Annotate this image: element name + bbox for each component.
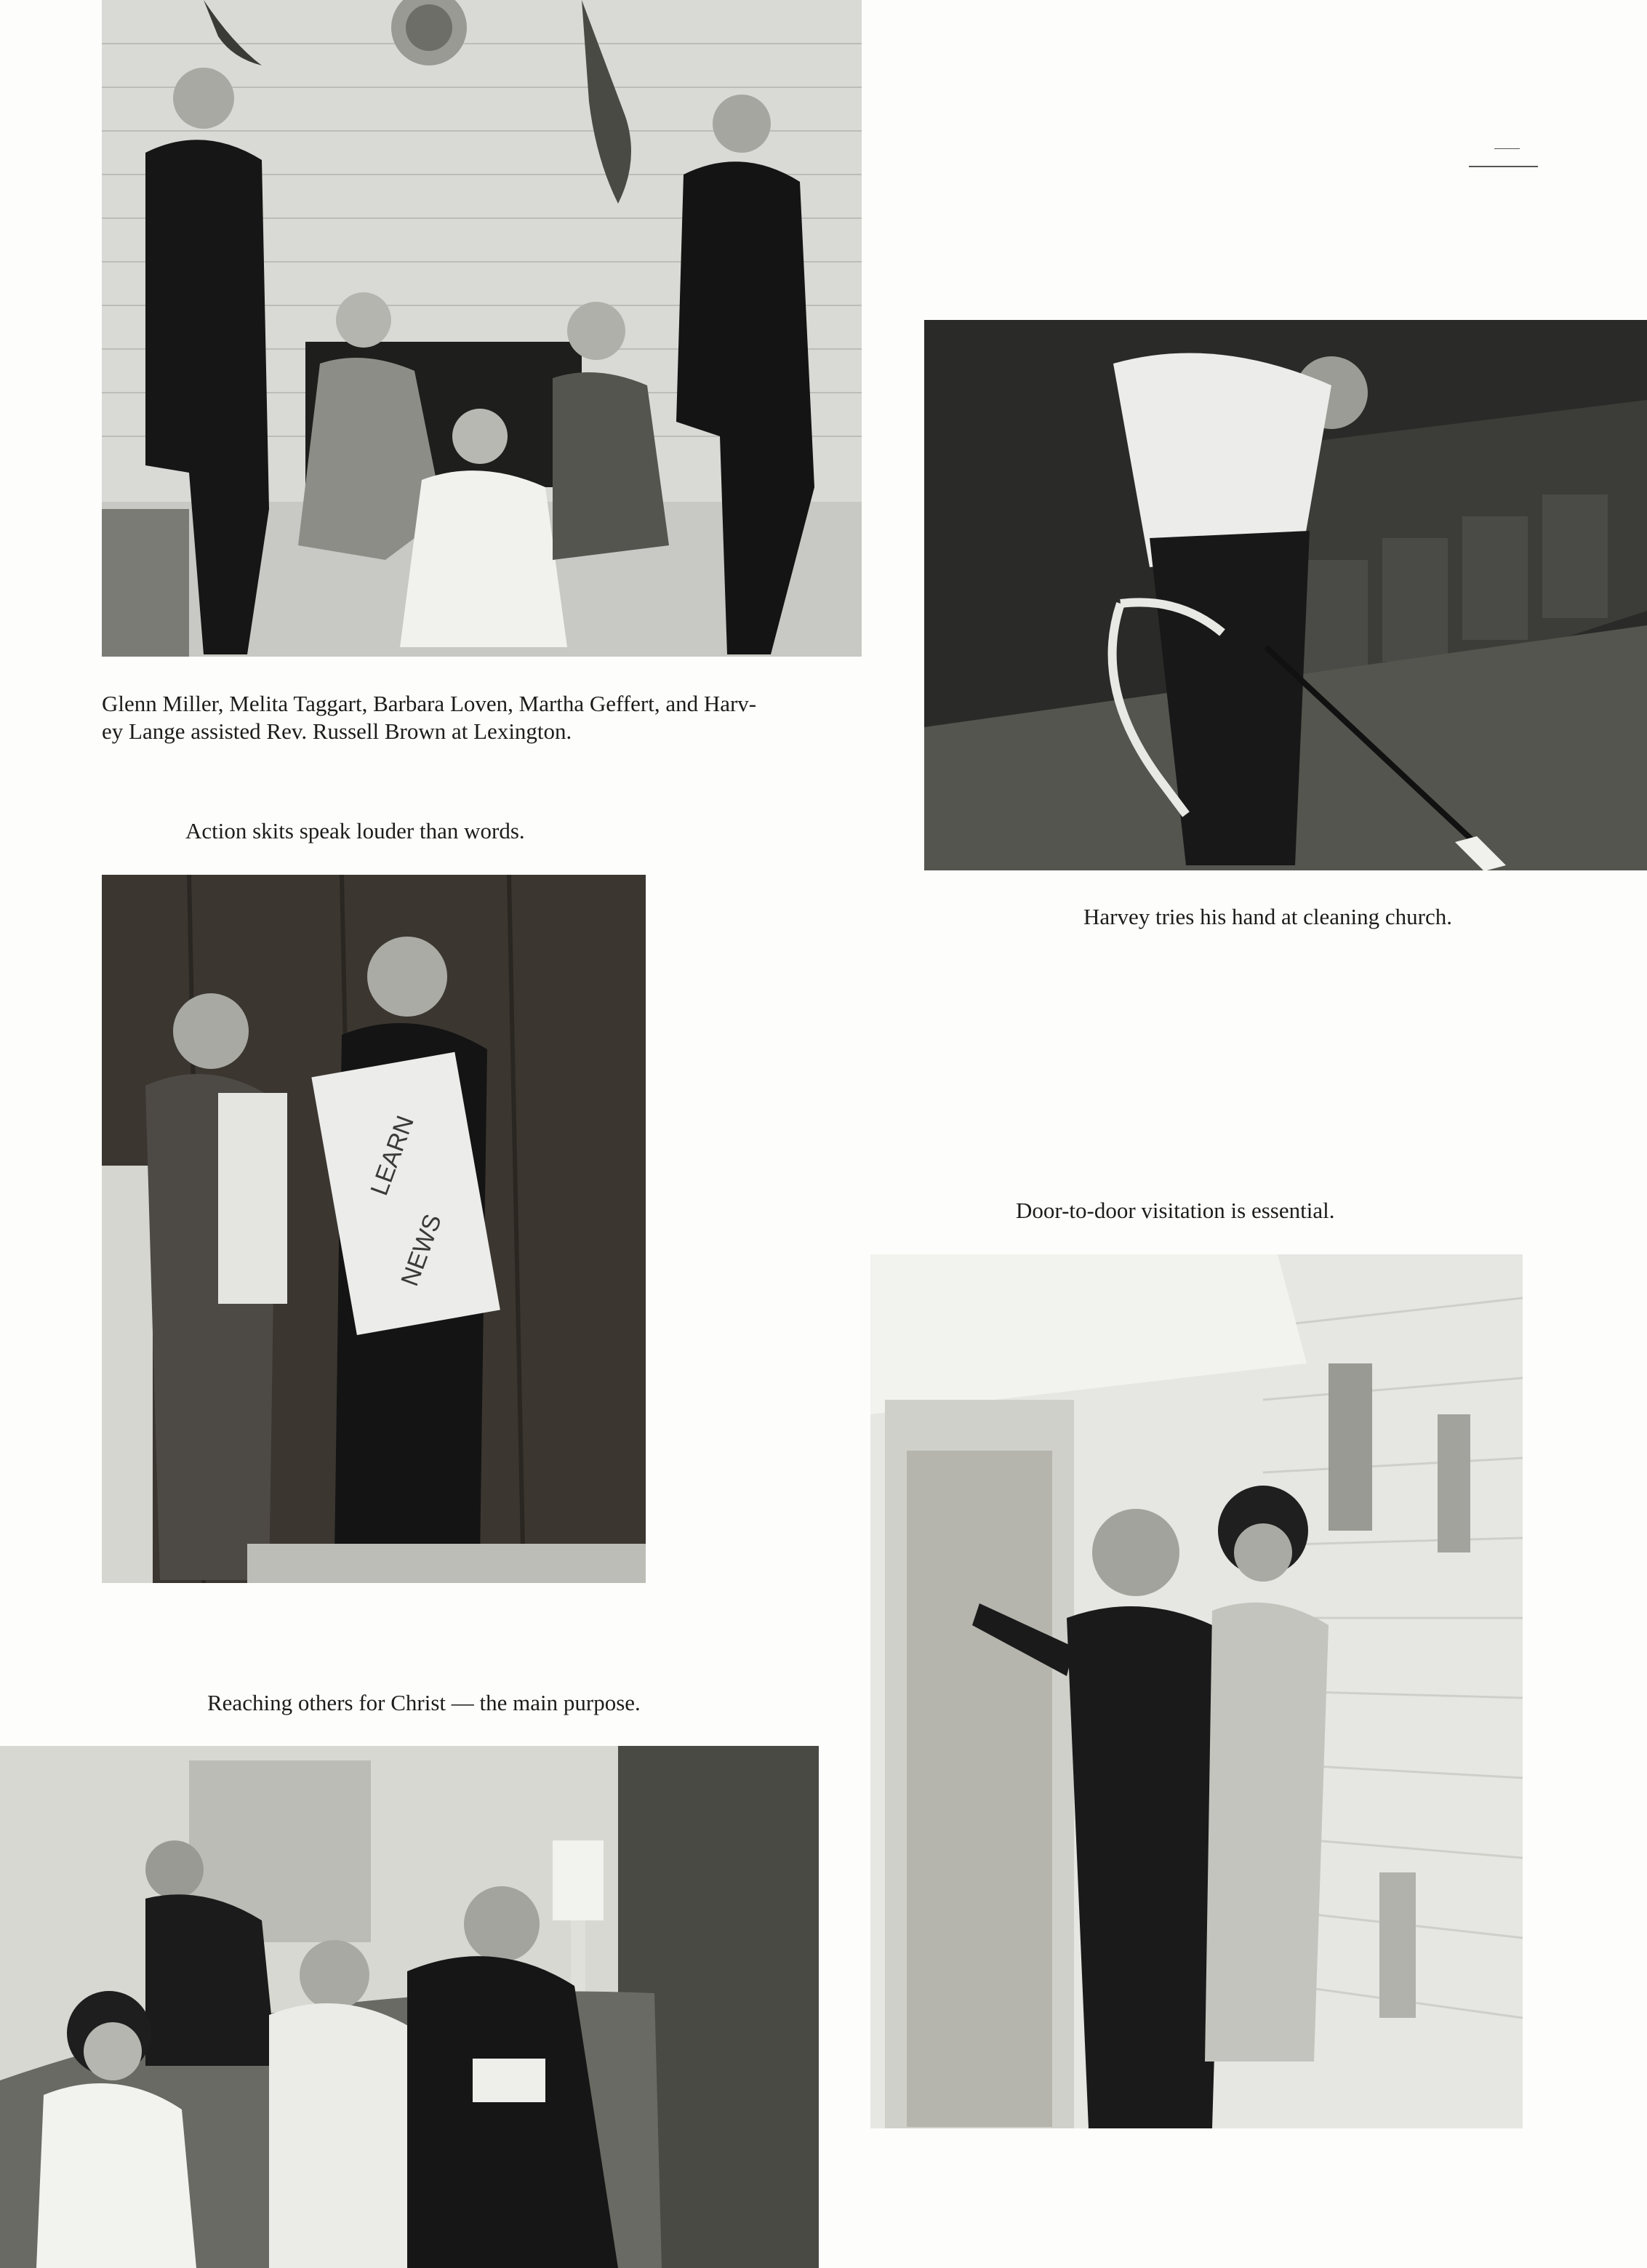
skit-sign-text-1: LEARN — [365, 1112, 420, 1200]
caption-skits: Action skits speak louder than words. — [185, 818, 525, 844]
caption-group-line2: ey Lange assisted Rev. Russell Brown at Lexington. — [102, 718, 572, 744]
skit-sign-text-2: NEWS — [396, 1210, 447, 1290]
photo-group-fireplace — [102, 0, 862, 657]
page-mark — [1469, 166, 1538, 167]
page-mark — [1494, 148, 1520, 149]
photo-action-skit — [102, 875, 646, 1583]
caption-cleaning: Harvey tries his hand at cleaning church. — [1083, 904, 1453, 929]
caption-reaching: Reaching others for Christ — the main purpose. — [207, 1690, 641, 1715]
photo-cleaning-church — [924, 320, 1647, 870]
caption-group-line1: Glenn Miller, Melita Taggart, Barbara Loven, Martha Geffert, and Harv- — [102, 691, 757, 716]
photo-visitation — [870, 1254, 1523, 2128]
caption-visitation: Door-to-door visitation is essential. — [1016, 1198, 1335, 1223]
photo-reaching-others — [0, 1746, 819, 2268]
